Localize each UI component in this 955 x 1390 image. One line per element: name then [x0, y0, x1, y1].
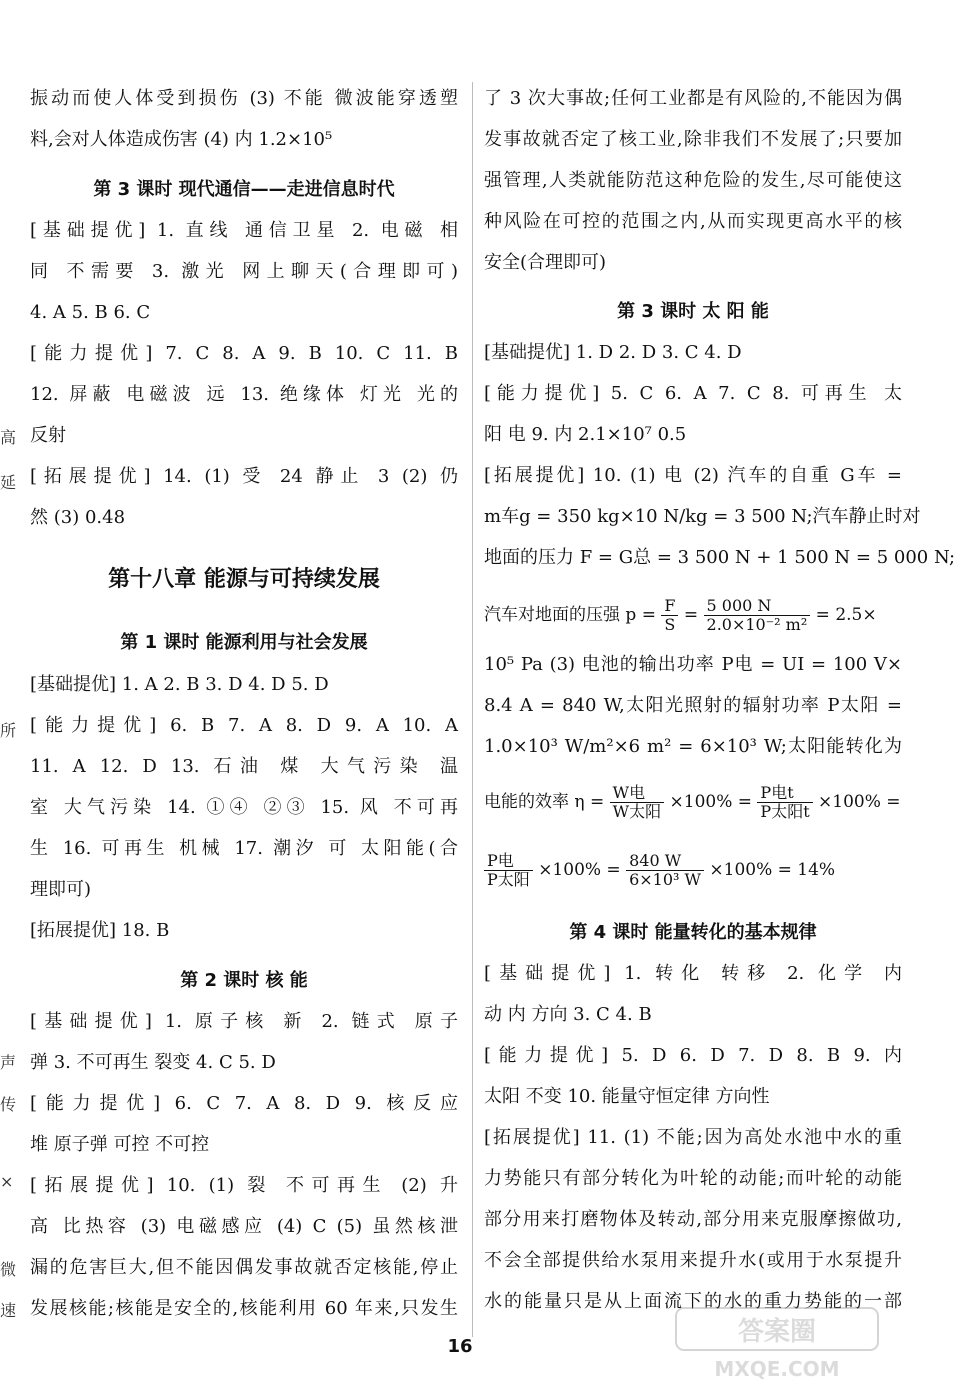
- text-line: [能力提优] 6. B 7. A 8. D 9. A 10. A: [30, 715, 458, 736]
- margin-char: 传: [0, 1095, 17, 1114]
- text-line: 8.4 A = 840 W,太阳光照射的辐射功率 P太阳 =: [484, 695, 902, 716]
- svg-text:MXQE.COM: MXQE.COM: [714, 1357, 840, 1381]
- text-line: 堆 原子弹 可控 不可控: [30, 1134, 210, 1155]
- text-line: 4. A 5. B 6. C: [30, 302, 151, 323]
- text-line: 然 (3) 0.48: [30, 507, 126, 528]
- margin-char: 速: [0, 1301, 17, 1320]
- text-line: 发展核能;核能是安全的,核能利用 60 年来,只发生: [30, 1298, 458, 1319]
- text-line: 种风险在可控的范围之内,从而实现更高水平的核: [484, 211, 902, 232]
- text-line: 太阳 不变 10. 能量守恒定律 方向性: [484, 1086, 770, 1107]
- margin-char: ×: [0, 1172, 14, 1191]
- margin-char: 高: [0, 428, 17, 447]
- fraction: $\frac{\text{W电}}{\text{W太阳}}$: [610, 784, 664, 821]
- text-line: 部分用来打磨物体及转动,部分用来克服摩擦做功,: [484, 1209, 902, 1230]
- text-line: 发事故就否定了核工业,除非我们不发展了;只要加: [484, 129, 902, 150]
- efficiency-formula-2: [484, 846, 902, 894]
- section-heading: 第 3 课时 太 阳 能: [617, 301, 769, 322]
- chapter-title: 第十八章 能源与可持续发展: [108, 567, 380, 592]
- text-line: [基础提优] 1. 转化 转移 2. 化学 内: [484, 963, 902, 984]
- text-line: 安全(合理即可): [484, 252, 607, 273]
- fraction: $\frac{F}{S}$: [661, 597, 678, 634]
- text-line: 11. A 12. D 13. 石油 煤 大气污染 温: [30, 756, 458, 777]
- text-line: 料,会对人体造成伤害 (4) 内 1.2×10⁵: [30, 129, 333, 150]
- margin-char: 微: [0, 1260, 17, 1279]
- text-line: [能力提优] 7. C 8. A 9. B 10. C 11. B: [30, 343, 458, 364]
- column-divider: [472, 82, 473, 1337]
- efficiency-formula: [484, 778, 902, 826]
- text-line: 力势能只有部分转化为叶轮的动能;而叶轮的动能: [484, 1168, 902, 1189]
- pressure-formula: 汽车对地面的压强 p = $\frac{F}{S}$ = $\frac{5 000 N}{\text{2.0×10⁻² m²}}$ = 2.5×: [484, 596, 877, 634]
- formula-text: ×100% =: [818, 792, 901, 812]
- text-line: [能力提优] 5. D 6. D 7. D 8. B 9. 内: [484, 1045, 902, 1066]
- formula-text: 电能的效率 η =: [484, 792, 605, 812]
- text-line: [能力提优] 6. C 7. A 8. D 9. 核反应: [30, 1093, 458, 1114]
- text-line: [基础提优] 1. A 2. B 3. D 4. D 5. D: [30, 674, 329, 695]
- formula-text: ×100% = 14%: [709, 860, 836, 880]
- text-line: [基础提优] 1. D 2. D 3. C 4. D: [484, 342, 742, 363]
- text-line: 10⁵ Pa (3) 电池的输出功率 P电 = UI = 100 V×: [484, 654, 902, 675]
- text-line: 弹 3. 不可再生 裂变 4. C 5. D: [30, 1052, 276, 1073]
- text-line: 室 大气污染 14. ①④ ②③ 15. 风 不可再: [30, 797, 458, 818]
- text-line: 同 不需要 3. 激光 网上聊天(合理即可): [30, 261, 458, 282]
- margin-char: 所: [0, 721, 17, 740]
- fraction: $\frac{5 000 N}{\text{2.0×10⁻² m²}}$: [704, 597, 811, 634]
- text-line: 地面的压力 F = G总 = 3 500 N + 1 500 N = 5 000 N;: [484, 547, 955, 568]
- margin-char: 延: [0, 473, 17, 492]
- section-heading: 第 1 课时 能源利用与社会发展: [120, 632, 368, 653]
- text-line: [基础提优] 1. 直线 通信卫星 2. 电磁 相: [30, 220, 458, 241]
- fraction: $\frac{\text{P电}}{\text{P太阳}}$: [484, 852, 533, 889]
- text-line: 生 16. 可再生 机械 17. 潮汐 可 太阳能(合: [30, 838, 458, 859]
- formula-text: 汽车对地面的压强 p =: [484, 605, 656, 625]
- right-column: [484, 0, 955, 1390]
- text-line: [拓展提优] 11. (1) 不能;因为高处水池中水的重: [484, 1127, 902, 1148]
- fraction: $\frac{840 W}{\text{6×10³ W}}$: [626, 852, 704, 889]
- formula-text: = 2.5×: [815, 605, 877, 625]
- page-number: 16: [447, 1336, 473, 1357]
- section-heading: 第 3 课时 现代通信——走进信息时代: [93, 179, 395, 200]
- watermark-logo: [672, 1304, 882, 1384]
- text-line: 1.0×10³ W/m²×6 m² = 6×10³ W;太阳能转化为: [484, 736, 902, 757]
- text-line: 高 比热容 (3) 电磁感应 (4) C (5) 虽然核泄: [30, 1216, 458, 1237]
- text-line: [拓展提优] 14. (1) 受 24 静止 3 (2) 仍: [30, 466, 458, 487]
- formula-text: ×100% =: [538, 860, 621, 880]
- text-line: 了 3 次大事故;任何工业都是有风险的,不能因为偶: [484, 88, 902, 109]
- text-line: [拓展提优] 10. (1) 裂 不可再生 (2) 升: [30, 1175, 458, 1196]
- left-column: [30, 0, 458, 1390]
- text-line: [拓展提优] 18. B: [30, 920, 170, 941]
- formula-text: ×100% =: [669, 792, 753, 812]
- text-line: [基础提优] 1. 原子核 新 2. 链式 原子: [30, 1011, 458, 1032]
- text-line: 动 内 方向 3. C 4. B: [484, 1004, 652, 1025]
- text-line: 12. 屏蔽 电磁波 远 13. 绝缘体 灯光 光的: [30, 384, 458, 405]
- text-line: 不会全部提供给水泵用来提升水(或用于水泵提升: [484, 1250, 902, 1271]
- text-line: 反射: [30, 425, 66, 446]
- text-line: 阳 电 9. 内 2.1×10⁷ 0.5: [484, 424, 687, 445]
- text-line: 漏的危害巨大,但不能因偶发事故就否定核能,停止: [30, 1257, 458, 1278]
- text-line: 强管理,人类就能防范这种危险的发生,尽可能使这: [484, 170, 902, 191]
- section-heading: 第 4 课时 能量转化的基本规律: [569, 922, 817, 943]
- text-line: 振动而使人体受到损伤 (3) 不能 微波能穿透塑: [30, 88, 458, 109]
- text-line: m车g = 350 kg×10 N/kg = 3 500 N;汽车静止时对: [484, 506, 921, 527]
- svg-text:答案圈: 答案圈: [737, 1317, 817, 1347]
- text-line: 理即可): [30, 879, 92, 900]
- fraction: $\frac{\text{P电t}}{\text{P太阳t}}$: [757, 784, 812, 821]
- section-heading: 第 2 课时 核 能: [180, 970, 308, 991]
- text-line: [拓展提优] 10. (1) 电 (2) 汽车的自重 G车 =: [484, 465, 902, 486]
- text-line: 水的能量只是从上面流下的水的重力势能的一部: [484, 1291, 902, 1312]
- text-line: [能力提优] 5. C 6. A 7. C 8. 可再生 太: [484, 383, 902, 404]
- margin-char: 声: [0, 1053, 17, 1072]
